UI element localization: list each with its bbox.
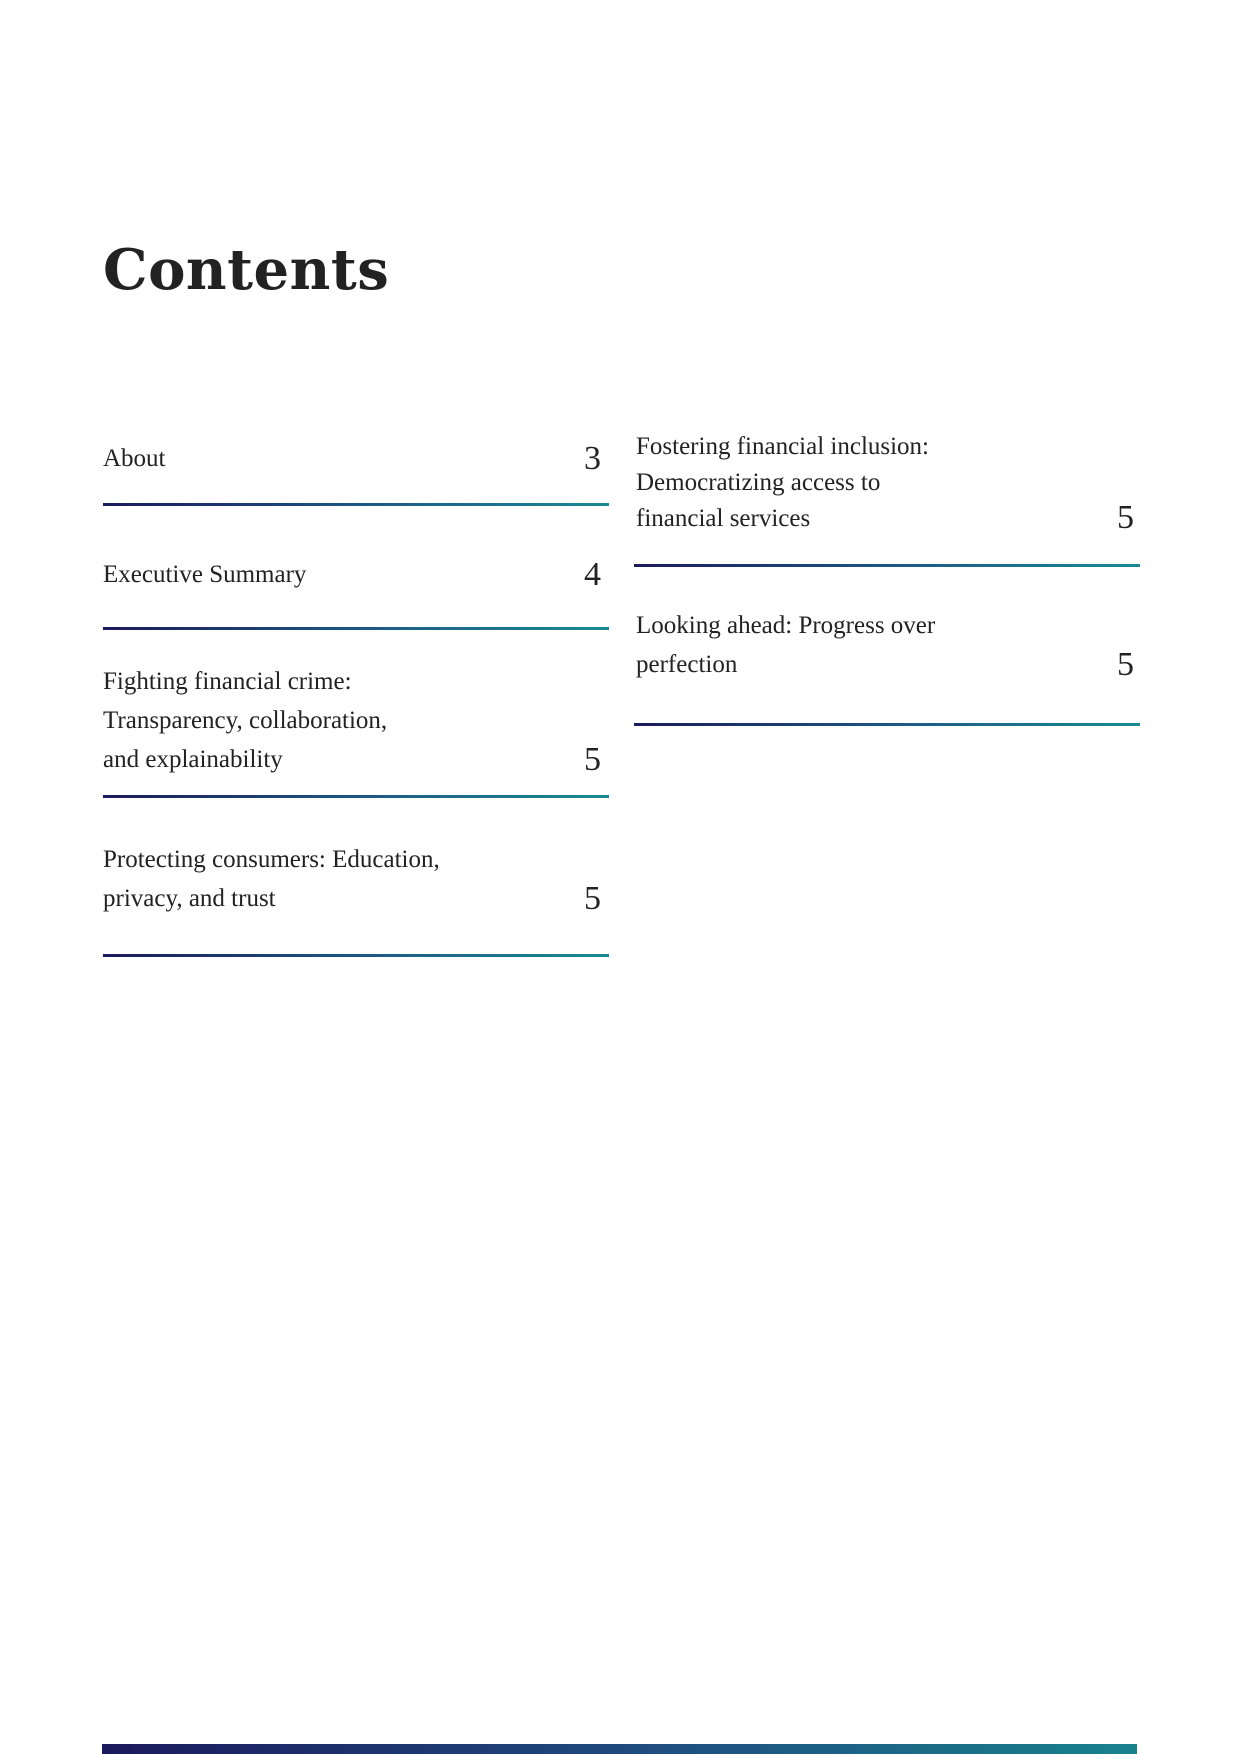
toc-entry-title-line: Fighting financial crime: xyxy=(103,668,352,695)
toc-divider xyxy=(634,723,1140,726)
toc-entry-title-line: financial services xyxy=(636,505,811,532)
toc-entry-title-line: Executive Summary xyxy=(103,561,307,588)
toc-divider xyxy=(634,564,1140,567)
toc-entry-fighting-financial-crime[interactable] xyxy=(103,660,609,779)
toc-entry-title-line: perfection xyxy=(636,651,738,678)
toc-entry-title xyxy=(636,606,1066,684)
toc-divider xyxy=(103,627,609,630)
toc-divider xyxy=(103,954,609,957)
footer-bar xyxy=(102,1744,1137,1754)
toc-entry-title xyxy=(636,429,1066,537)
toc-entry-title-line: Looking ahead: Progress over xyxy=(636,612,936,639)
toc-entry-about[interactable] xyxy=(103,430,609,478)
toc-entry-title xyxy=(103,439,533,478)
toc-entry-title-line: and explainability xyxy=(103,746,283,773)
toc-divider xyxy=(103,795,609,798)
toc-entry-title-line: Democratizing access to xyxy=(636,469,881,496)
toc-entry-title-line: Protecting consumers: Education, xyxy=(103,846,440,873)
toc-entry-title xyxy=(103,662,533,779)
toc-entry-executive-summary[interactable] xyxy=(103,550,609,594)
toc-page-number: 5 xyxy=(1117,499,1134,536)
toc-page-number: 4 xyxy=(584,556,601,593)
toc-entry-title-line: About xyxy=(103,445,166,472)
toc-entry-title xyxy=(103,840,533,918)
toc-entry-title-line: privacy, and trust xyxy=(103,885,276,912)
toc-entry-protecting-consumers[interactable] xyxy=(103,836,609,918)
toc-entry-title-line: Transparency, collaboration, xyxy=(103,707,388,734)
page-title: Contents xyxy=(103,237,390,303)
toc-entry-title xyxy=(103,555,533,594)
toc-page-number: 3 xyxy=(584,440,601,477)
toc-page-number: 5 xyxy=(584,880,601,917)
toc-page-number: 5 xyxy=(1117,646,1134,683)
toc-divider xyxy=(103,503,609,506)
toc-entry-fostering-financial-inclusion[interactable] xyxy=(636,423,1142,537)
toc-page-number: 5 xyxy=(584,741,601,778)
toc-entry-title-line: Fostering financial inclusion: xyxy=(636,433,930,460)
toc-entry-looking-ahead[interactable] xyxy=(636,602,1142,684)
